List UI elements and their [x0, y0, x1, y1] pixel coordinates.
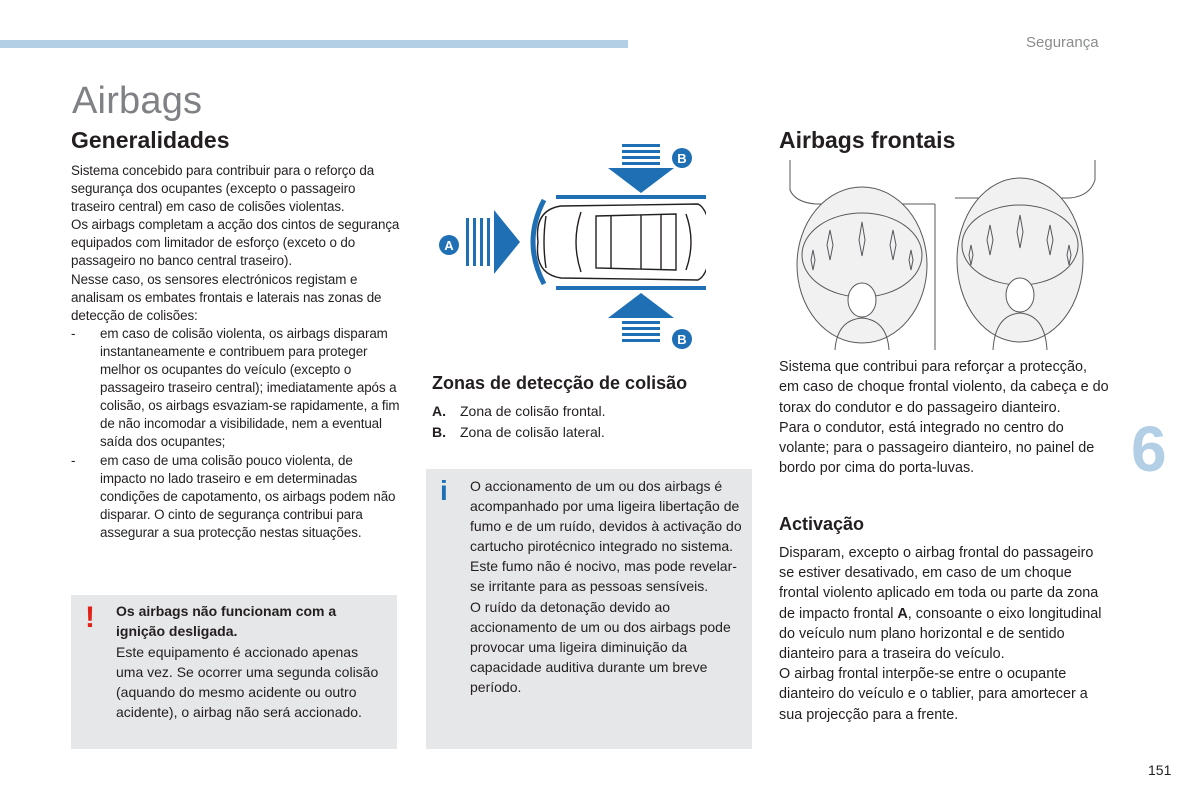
generalidades-body — [71, 162, 401, 542]
info-text — [470, 476, 746, 697]
bullet-dash: - — [71, 452, 76, 468]
car-top-view-icon — [537, 204, 706, 280]
page-number: 151 — [1148, 762, 1172, 778]
zone-text: Zona de colisão lateral. — [460, 424, 605, 440]
activacao-text-after: , consoante o eixo longitudinal do veículo num plano horizontal e de sentido dianteiro para a traseira do veículo. — [779, 605, 1102, 663]
label-a-badge — [439, 235, 459, 255]
bullet-text: em caso de colisão violenta, os airbags disparam instantaneamente e contribuem para proteger melhor os ocupantes do veículo (excepto o passageiro traseiro central); imediatamente após a colisão, os airbags esvaziam-se rapidamente, a fim de não incomodar a visibilidade, nem a eventual saída dos ocupantes; — [100, 325, 400, 450]
warning-text — [116, 601, 388, 723]
info-paragraph-3: O ruído da detonação devido ao accionamento de um ou dos airbags pode provocar uma ligeira diminuição da capacidade auditiva durante um breve período. — [470, 598, 731, 695]
zone-letter: B. — [432, 424, 446, 440]
label-b-top-text: B — [677, 151, 687, 166]
zone-letter: A. — [432, 403, 446, 419]
side-impact-zone-top — [556, 195, 706, 199]
zonas-heading: Zonas de detecção de colisão — [432, 373, 688, 393]
activacao-heading: Activação — [779, 514, 865, 534]
info-paragraph-2: Este fumo não é nocivo, mas pode revelar-se irritante para as pessoas sensíveis. — [470, 558, 737, 595]
activacao-paragraph-2: O airbag frontal interpõe-se entre o ocupante dianteiro do veículo e o tablier, para amortecer a sua projecção para a frente. — [779, 666, 1088, 723]
frontais-paragraph-1: Sistema que contribui para reforçar a protecção, em caso de choque frontal violento, da cabeça e do torax do condutor e do passageiro dianteiro. — [779, 359, 1109, 416]
side-impact-zone-bottom — [556, 286, 706, 290]
zone-text: Zona de colisão frontal. — [460, 403, 606, 419]
section-label: Segurança — [1026, 34, 1099, 51]
side-arrow-top-icon — [608, 144, 674, 193]
warning-box — [71, 595, 397, 749]
frontais-paragraph-2: Para o condutor, está integrado no centro do volante; para o passageiro dianteiro, no painel de bordo por cima do porta-luvas. — [779, 419, 1095, 477]
warning-bold-text: Os airbags não funcionam com a ignição desligada. — [116, 603, 337, 640]
passenger-airbag-icon — [957, 178, 1083, 350]
zonas-list — [432, 401, 732, 443]
page-title: Airbags — [72, 80, 203, 122]
header-accent-bar — [0, 40, 628, 48]
label-a-text: A — [444, 238, 454, 253]
intro-paragraph-1: Sistema concebido para contribuir para o reforço da segurança dos ocupantes (excepto o passageiro traseiro central) em caso de colisões violentas. — [71, 163, 375, 215]
label-b-bottom-text: B — [677, 332, 687, 347]
activacao-zone-letter: A — [897, 605, 908, 622]
driver-airbag-icon — [797, 187, 927, 350]
bullet-text: em caso de uma colisão pouco violenta, de impacto no lado traseiro e em determinadas condições de capotamento, os airbags podem não disparar. O cinto de segurança contribui para assegurar a sua protecção nestas situações. — [100, 452, 396, 540]
intro-paragraph-2: Os airbags completam a acção dos cintos de segurança equipados com limitador de esforço (exceto o do passageiro no banco central traseiro). — [71, 217, 400, 269]
generalidades-heading: Generalidades — [71, 127, 230, 153]
activacao-text-before: Disparam, excepto o airbag frontal do passageiro se estiver desativado, em caso de um choque frontal violento aplicado em toda ou parte da zona de impacto frontal — [779, 545, 1099, 622]
bullet-item — [71, 325, 401, 452]
frontais-heading: Airbags frontais — [779, 127, 956, 153]
label-b-bottom-badge — [672, 329, 692, 349]
info-box — [426, 469, 752, 749]
label-b-top-badge — [672, 148, 692, 168]
info-paragraph-1: O accionamento de um ou dos airbags é acompanhado por uma ligeira libertação de fumo e de um ruído, devidos à activação do cartucho pirotécnico integrado no sistema. — [470, 478, 742, 555]
info-icon: i — [440, 475, 448, 506]
frontais-body — [779, 357, 1109, 479]
frontal-airbags-illustration — [785, 160, 1100, 350]
activacao-paragraph-1 — [779, 543, 1109, 664]
collision-zones-diagram — [436, 138, 706, 353]
list-item — [432, 422, 732, 443]
chapter-number: 6 — [1131, 413, 1167, 485]
bullet-dash: - — [71, 325, 76, 341]
side-arrow-bottom-icon — [608, 293, 674, 342]
front-arrow-icon — [466, 210, 520, 274]
list-item — [432, 401, 732, 422]
intro-paragraph-3: Nesse caso, os sensores electrónicos registam e analisam os embates frontais e laterais nas zonas de detecção de colisões: — [71, 271, 382, 323]
warning-body-text: Este equipamento é accionado apenas uma vez. Se ocorrer uma segunda colisão (aquando do mesmo acidente ou outro acidente), o airbag não será accionado. — [116, 643, 379, 721]
warning-icon: ! — [85, 601, 95, 634]
activacao-body — [779, 543, 1109, 725]
bullet-item — [71, 452, 401, 542]
